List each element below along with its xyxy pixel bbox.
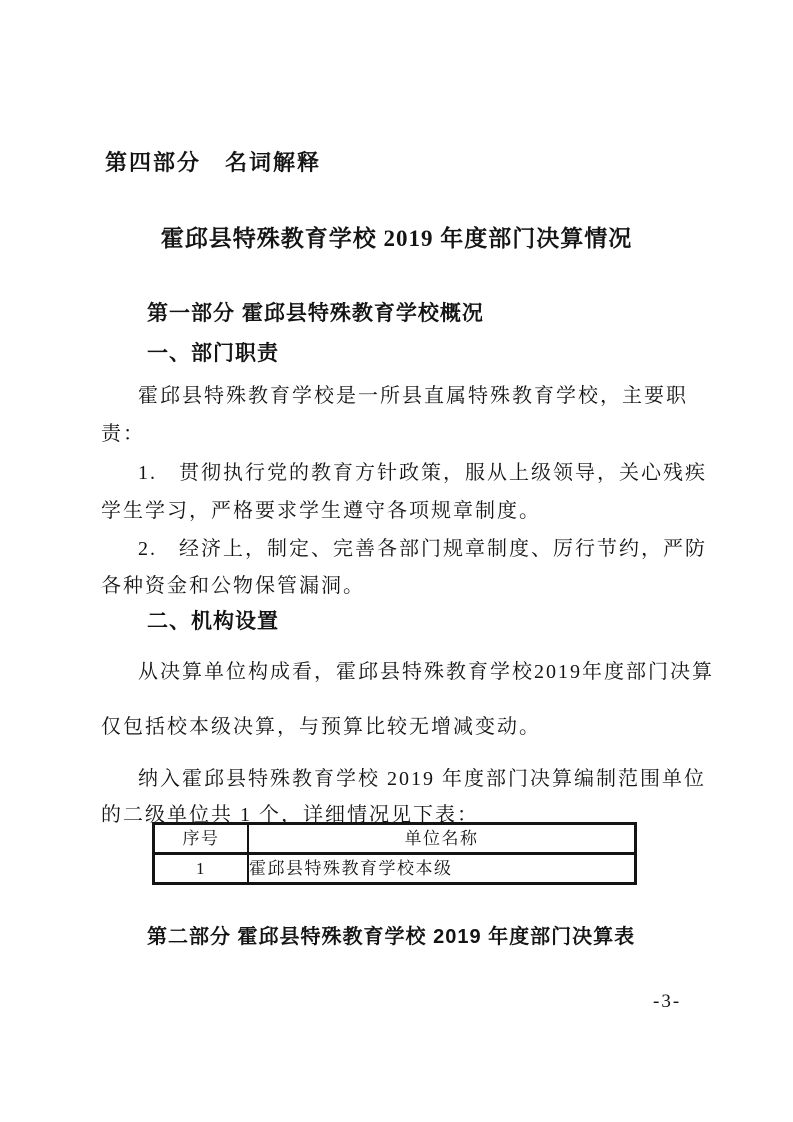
org-para1-line-2: 仅包括校本级决算，与预算比较无增减变动。 xyxy=(101,716,541,738)
units-table-row xyxy=(154,854,636,884)
units-table-cell-name: 霍邱县特殊教育学校本级 xyxy=(248,854,636,884)
duty-heading: 一、部门职责 xyxy=(147,342,279,365)
units-table-header-no: 序号 xyxy=(154,824,249,854)
section2-heading: 第二部分 霍邱县特殊教育学校 2019 年度部门决算表 xyxy=(147,926,636,948)
units-table-header-name: 单位名称 xyxy=(248,824,636,854)
units-table-header-row xyxy=(154,824,636,854)
duty-item1-line-2: 学生学习，严格要求学生遵守各项规章制度。 xyxy=(101,500,541,522)
org-heading: 二、机构设置 xyxy=(147,610,279,633)
units-table-cell-no: 1 xyxy=(154,854,249,884)
page-number: -3- xyxy=(653,991,682,1012)
org-para2-line-2: 的二级单位共 1 个，详细情况见下表： xyxy=(101,804,479,826)
units-table xyxy=(152,822,637,885)
duty-item1-line-1: 1. 贯彻执行党的教育方针政策，服从上级领导，关心残疾 xyxy=(138,462,707,484)
part4-heading: 第四部分 名词解释 xyxy=(105,150,322,175)
section1-heading: 第一部分 霍邱县特殊教育学校概况 xyxy=(147,302,484,325)
duty-item2-line-1: 2. 经济上，制定、完善各部门规章制度、厉行节约，严防 xyxy=(138,538,707,560)
duty-intro-line-2: 责： xyxy=(101,423,145,445)
org-para1-line-1: 从决算单位构成看，霍邱县特殊教育学校2019年度部门决算 xyxy=(138,661,714,683)
org-para2-line-1: 纳入霍邱县特殊教育学校 2019 年度部门决算编制范围单位 xyxy=(138,768,706,790)
duty-intro-line-1: 霍邱县特殊教育学校是一所县直属特殊教育学校，主要职 xyxy=(138,385,688,407)
main-title: 霍邱县特殊教育学校 2019 年度部门决算情况 xyxy=(160,226,633,251)
duty-item2-line-2: 各种资金和公物保管漏洞。 xyxy=(101,575,365,597)
